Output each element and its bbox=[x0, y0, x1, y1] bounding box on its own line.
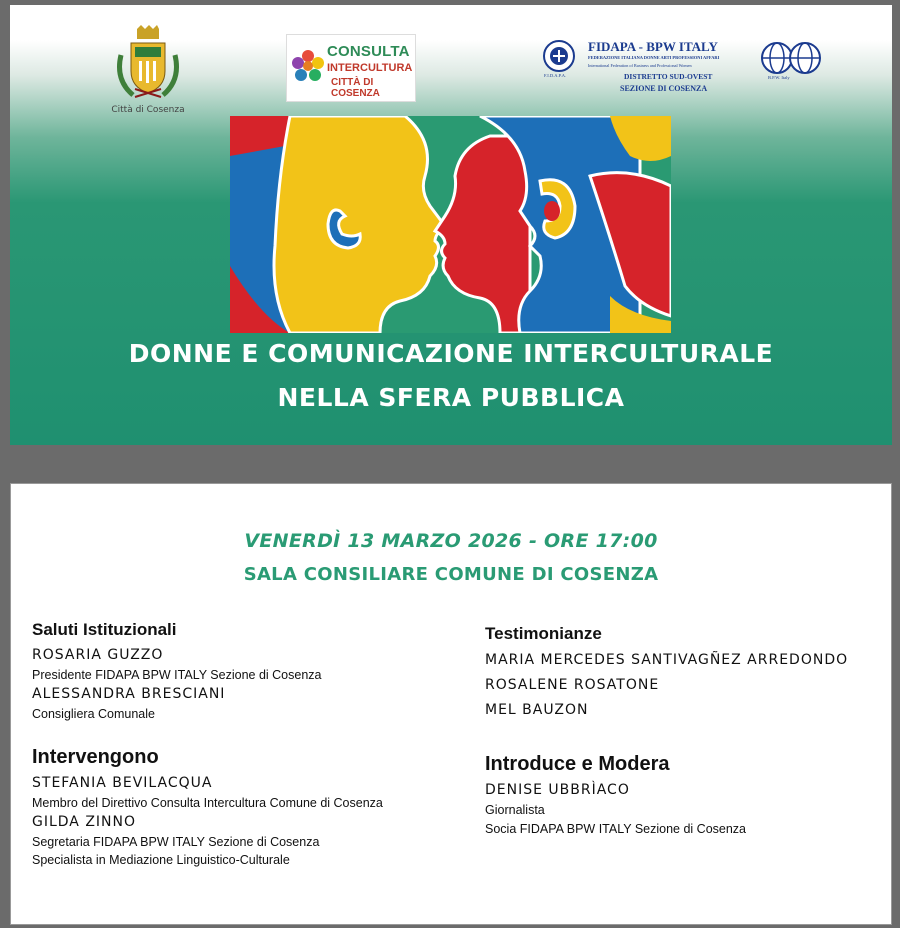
speaker-name: STEFANIA BEVILACQUA bbox=[32, 775, 213, 791]
speaker-role: Giornalista bbox=[485, 803, 545, 817]
event-title-line1: DONNE E COMUNICAZIONE INTERCULTURALE bbox=[128, 339, 774, 368]
poster-header bbox=[10, 5, 892, 445]
bpw-globe-icon bbox=[760, 41, 822, 75]
consulta-line3: CITTÀ DI COSENZA bbox=[331, 77, 380, 99]
speaker-name: GILDA ZINNO bbox=[32, 814, 137, 830]
consulta-line2: INTERCULTURA bbox=[327, 62, 413, 74]
program-card bbox=[10, 483, 892, 925]
speaker-name: MARIA MERCEDES SANTIVAGÑEZ ARREDONDO bbox=[485, 652, 849, 668]
speaker-role: Segretaria FIDAPA BPW ITALY Sezione di Cosenza bbox=[32, 835, 320, 849]
fidapa-emblem-caption: F.I.D.A.P.A. bbox=[544, 73, 567, 78]
speaker-role: Membro del Direttivo Consulta Intercultura Comune di Cosenza bbox=[32, 796, 383, 810]
speaker-role: Socia FIDAPA BPW ITALY Sezione di Cosenza bbox=[485, 822, 746, 836]
intervengono-title: Intervengono bbox=[32, 746, 159, 768]
cosenza-coat-of-arms-logo bbox=[108, 25, 188, 125]
event-venue: SALA CONSILIARE COMUNE DI COSENZA bbox=[243, 564, 659, 585]
speaker-name: ROSARIA GUZZO bbox=[32, 647, 164, 663]
speaker-name: DENISE UBBRÌACO bbox=[485, 782, 630, 798]
speaker-role: Specialista in Mediazione Linguistico-Culturale bbox=[32, 853, 290, 867]
moderatore-title: Introduce e Modera bbox=[485, 753, 670, 775]
fidapa-section: SEZIONE DI COSENZA bbox=[620, 84, 708, 93]
fidapa-bpw-logo bbox=[540, 37, 820, 107]
saluti-title: Saluti Istituzionali bbox=[32, 620, 177, 639]
flower-icon bbox=[291, 49, 325, 83]
consulta-intercultura-logo bbox=[286, 34, 416, 102]
fidapa-title: FIDAPA - BPW ITALY bbox=[588, 39, 718, 54]
event-title-line2: NELLA SFERA PUBBLICA bbox=[277, 383, 625, 412]
speaker-role: Presidente FIDAPA BPW ITALY Sezione di Cosenza bbox=[32, 668, 322, 682]
fidapa-emblem-icon bbox=[542, 39, 576, 73]
cosenza-caption: Città di Cosenza bbox=[111, 105, 185, 115]
fidapa-federation-it: FEDERAZIONE ITALIANA DONNE ARTI PROFESSIONI AFFARI bbox=[588, 55, 720, 60]
bpw-globe-caption: B.P.W. Italy bbox=[768, 75, 790, 80]
speaker-name: ALESSANDRA BRESCIANI bbox=[32, 686, 226, 702]
fidapa-federation-en: International Federation of Business and Professional Women bbox=[588, 63, 692, 68]
speaker-name: ROSALENE ROSATONE bbox=[485, 677, 660, 693]
testimonianze-title: Testimonianze bbox=[485, 624, 602, 643]
fidapa-district: DISTRETTO SUD-OVEST bbox=[624, 72, 713, 81]
speaker-role: Consigliera Comunale bbox=[32, 707, 155, 721]
coat-of-arms-icon bbox=[113, 25, 183, 103]
consulta-line1: CONSULTA bbox=[327, 43, 410, 60]
faces-communication-illustration bbox=[230, 116, 671, 333]
speaker-name: MEL BAUZON bbox=[485, 702, 589, 718]
event-date: VENERDÌ 13 MARZO 2026 - ORE 17:00 bbox=[244, 530, 658, 552]
